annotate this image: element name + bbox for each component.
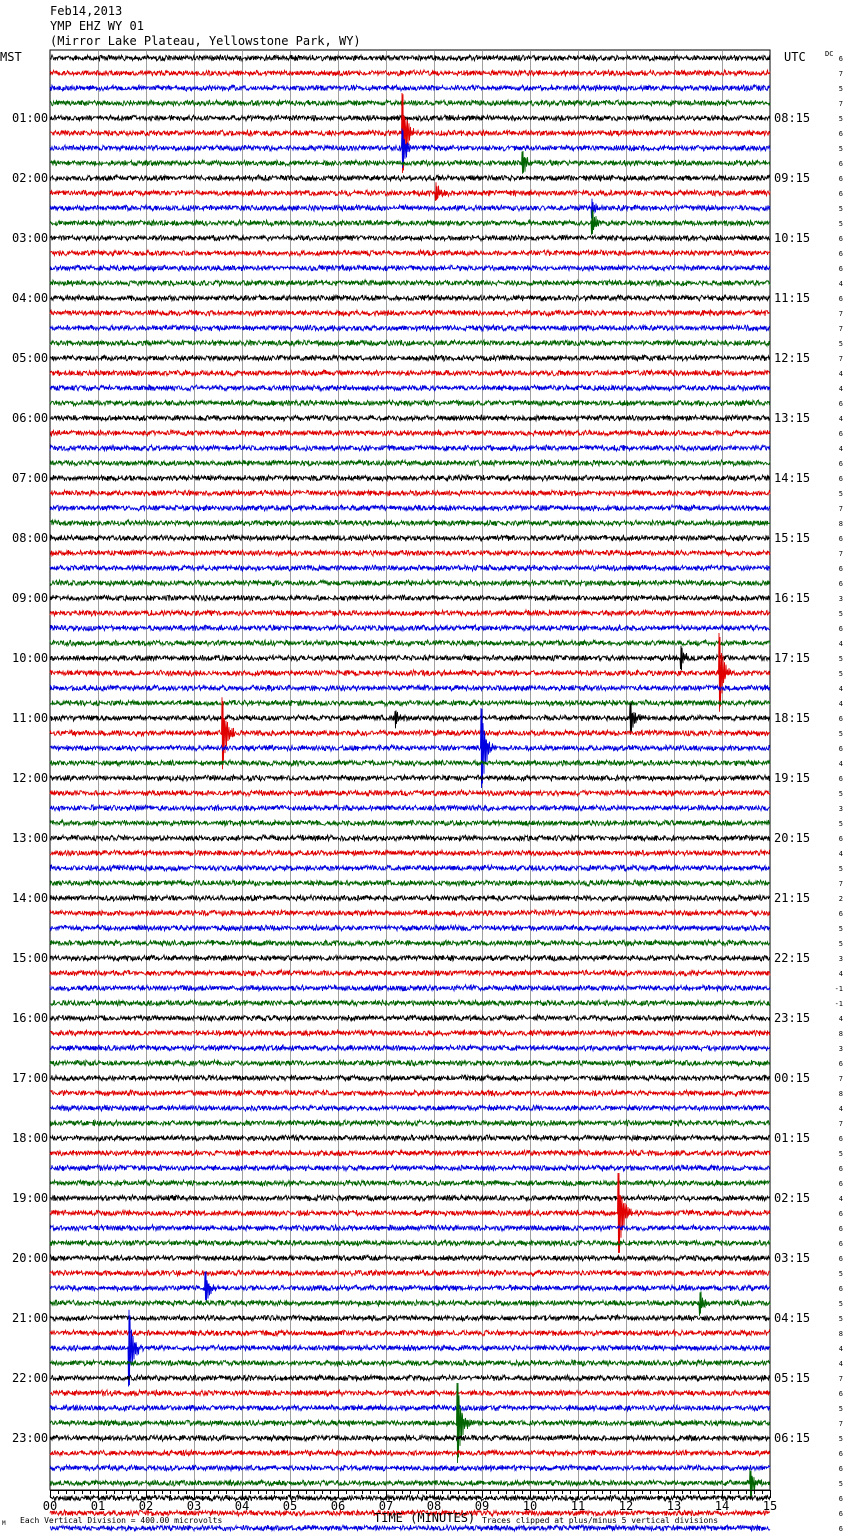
x-tick-label: 10 [522, 1499, 538, 1513]
dc-offset-value: 6 [838, 1390, 843, 1398]
mst-hour-labels [12, 111, 48, 1445]
time-axis [43, 1490, 777, 1513]
dc-offset-value: 6 [838, 400, 843, 408]
dc-offset-value: 8 [838, 520, 843, 528]
dc-offset-value: 4 [838, 385, 843, 393]
dc-offset-value: 6 [838, 910, 843, 918]
x-tick-label: 15 [762, 1499, 778, 1513]
dc-offset-value: 5 [838, 655, 843, 663]
mst-hour-label: 22:00 [12, 1371, 49, 1385]
trace-row [50, 1255, 770, 1261]
trace-row [50, 250, 770, 256]
dc-offset-value: 6 [838, 535, 843, 543]
mst-label: MST [0, 50, 22, 64]
dc-offset-value: 8 [838, 1030, 843, 1038]
dc-offset-value: 6 [838, 430, 843, 438]
trace-row [50, 1375, 770, 1381]
seismic-traces [50, 55, 770, 1534]
dc-offset-value: 6 [838, 235, 843, 243]
utc-hour-label: 08:15 [774, 111, 811, 125]
mst-hour-label: 08:00 [12, 531, 49, 545]
dc-offset-value: 4 [838, 1105, 843, 1113]
dc-offset-value: 6 [838, 175, 843, 183]
dc-offset-column [835, 55, 843, 1534]
mst-hour-label: 10:00 [12, 651, 49, 665]
trace-row [50, 460, 770, 466]
dc-offset-value: 4 [838, 1345, 843, 1353]
x-tick-label: 11 [570, 1499, 586, 1513]
x-tick-label: 03 [186, 1499, 202, 1513]
trace-row [50, 235, 770, 241]
utc-hour-label: 10:15 [774, 231, 811, 245]
mst-hour-label: 06:00 [12, 411, 49, 425]
trace-row [50, 265, 770, 271]
trace-row [50, 175, 770, 181]
mst-hour-label: 12:00 [12, 771, 49, 785]
trace-row [50, 1165, 770, 1171]
trace-row [50, 1291, 770, 1316]
utc-hour-label: 05:15 [774, 1371, 811, 1385]
dc-offset-value: 6 [838, 1525, 843, 1533]
trace-row [50, 295, 770, 301]
dc-offset-value: 5 [838, 115, 843, 123]
trace-row [50, 355, 770, 361]
trace-row [50, 610, 770, 616]
trace-row [50, 115, 770, 121]
dc-offset-value: 7 [838, 1375, 843, 1383]
mst-hour-label: 23:00 [12, 1431, 49, 1445]
dc-offset-value: 7 [838, 355, 843, 363]
utc-hour-label: 23:15 [774, 1011, 811, 1025]
trace-row [50, 697, 770, 769]
x-tick-label: 02 [138, 1499, 154, 1513]
clip-note: Traces clipped at plus/minus 5 vertical divisions [482, 1516, 719, 1525]
x-tick-label: 00 [42, 1499, 58, 1513]
trace-row [50, 1495, 770, 1501]
trace-row [50, 970, 770, 976]
trace-row [50, 760, 770, 766]
mst-hour-label: 18:00 [12, 1131, 49, 1145]
x-tick-label: 14 [714, 1499, 730, 1513]
mst-hour-label: 09:00 [12, 591, 49, 605]
dc-offset-value: 5 [838, 1405, 843, 1413]
dc-offset-value: 6 [838, 775, 843, 783]
trace-row [50, 475, 770, 481]
trace-row [50, 640, 770, 646]
trace-row [50, 1195, 770, 1201]
utc-hour-label: 21:15 [774, 891, 811, 905]
trace-row [50, 1435, 770, 1441]
trace-row [50, 1000, 770, 1006]
trace-row [50, 370, 770, 376]
dc-offset-value: 5 [838, 1270, 843, 1278]
dc-offset-value: 6 [838, 1510, 843, 1518]
x-tick-label: 08 [426, 1499, 442, 1513]
utc-hour-label: 11:15 [774, 291, 811, 305]
trace-row [50, 340, 770, 346]
trace-row [50, 400, 770, 406]
trace-row [50, 805, 770, 811]
dc-offset-value: 7 [838, 550, 843, 558]
utc-hour-label: 13:15 [774, 411, 811, 425]
dc-offset-value: 6 [838, 565, 843, 573]
dc-offset-value: 6 [838, 1135, 843, 1143]
x-tick-label: 06 [330, 1499, 346, 1513]
trace-row [50, 835, 770, 841]
trace-row [50, 70, 770, 76]
trace-row [50, 1150, 770, 1156]
trace-row [50, 280, 770, 286]
dc-offset-value: 6 [838, 1060, 843, 1068]
dc-offset-value: 6 [838, 1495, 843, 1503]
trace-row [50, 535, 770, 541]
trace-row [50, 1030, 770, 1036]
dc-label: DC [825, 50, 834, 58]
trace-row [50, 505, 770, 511]
trace-row [50, 1450, 770, 1456]
dc-offset-value: 7 [838, 70, 843, 78]
trace-row [50, 490, 770, 496]
mst-hour-label: 19:00 [12, 1191, 49, 1205]
dc-offset-value: 6 [838, 160, 843, 168]
dc-offset-value: -1 [834, 985, 843, 993]
mst-hour-label: 05:00 [12, 351, 49, 365]
dc-offset-value: 7 [838, 880, 843, 888]
trace-row [50, 445, 770, 451]
dc-offset-value: 6 [838, 1285, 843, 1293]
dc-offset-value: 7 [838, 100, 843, 108]
dc-offset-value: 5 [838, 820, 843, 828]
trace-row [50, 1135, 770, 1141]
trace-row [50, 1180, 770, 1186]
x-tick-label: 13 [666, 1499, 682, 1513]
trace-row [50, 1270, 770, 1276]
trace-row [50, 415, 770, 421]
dc-offset-value: 6 [838, 55, 843, 63]
trace-row [50, 1310, 770, 1387]
x-tick-label: 01 [90, 1499, 106, 1513]
utc-hour-label: 12:15 [774, 351, 811, 365]
dc-offset-value: 6 [838, 250, 843, 258]
mst-hour-label: 04:00 [12, 291, 49, 305]
trace-row [50, 550, 770, 556]
trace-row [50, 820, 770, 826]
trace-row [50, 1240, 770, 1246]
dc-offset-value: 4 [838, 850, 843, 858]
dc-offset-value: 6 [838, 715, 843, 723]
dc-offset-value: 4 [838, 415, 843, 423]
dc-offset-value: 7 [838, 1120, 843, 1128]
trace-row [50, 1075, 770, 1081]
mst-hour-label: 07:00 [12, 471, 49, 485]
utc-hour-label: 14:15 [774, 471, 811, 485]
trace-row [50, 700, 770, 706]
trace-row [50, 580, 770, 586]
dc-offset-value: 8 [838, 1090, 843, 1098]
x-tick-label: 04 [234, 1499, 250, 1513]
utc-hour-label: 06:15 [774, 1431, 811, 1445]
mst-hour-label: 14:00 [12, 891, 49, 905]
trace-row [50, 430, 770, 436]
dc-offset-value: 3 [838, 955, 843, 963]
trace-row [50, 100, 770, 106]
dc-offset-value: 6 [838, 1210, 843, 1218]
dc-offset-value: 5 [838, 730, 843, 738]
dc-offset-value: 5 [838, 1435, 843, 1443]
trace-row [50, 702, 770, 735]
trace-row [50, 565, 770, 571]
mst-hour-label: 17:00 [12, 1071, 49, 1085]
dc-offset-value: 7 [838, 505, 843, 513]
trace-row [50, 1045, 770, 1051]
dc-offset-value: 5 [838, 490, 843, 498]
trace-row [50, 940, 770, 946]
trace-row [50, 775, 770, 781]
x-tick-label: 05 [282, 1499, 298, 1513]
dc-offset-value: 5 [838, 790, 843, 798]
dc-offset-value: 5 [838, 1315, 843, 1323]
trace-row [50, 1525, 770, 1531]
scale-note: Each Vertical Division = 400.00 microvolts [20, 1516, 223, 1525]
dc-offset-value: 7 [838, 310, 843, 318]
dc-offset-value: 6 [838, 1240, 843, 1248]
dc-offset-value: 2 [838, 895, 843, 903]
utc-hour-label: 02:15 [774, 1191, 811, 1205]
dc-offset-value: 5 [838, 85, 843, 93]
trace-row [50, 646, 770, 671]
dc-offset-value: 7 [838, 325, 843, 333]
location-label: (Mirror Lake Plateau, Yellowstone Park, WY) [50, 34, 361, 48]
utc-hour-label: 04:15 [774, 1311, 811, 1325]
trace-row [50, 199, 770, 219]
mst-hour-label: 15:00 [12, 951, 49, 965]
trace-row [50, 55, 770, 61]
corner-mark: M [2, 1520, 6, 1527]
trace-row [50, 925, 770, 931]
dc-offset-value: 5 [838, 145, 843, 153]
dc-offset-value: 6 [838, 835, 843, 843]
dc-offset-value: 6 [838, 580, 843, 588]
dc-offset-value: 4 [838, 280, 843, 288]
trace-row [50, 1060, 770, 1066]
dc-offset-value: 5 [838, 220, 843, 228]
trace-row [50, 955, 770, 961]
mst-hour-label: 16:00 [12, 1011, 49, 1025]
trace-row [50, 595, 770, 601]
trace-row [50, 708, 770, 788]
dc-offset-value: 4 [838, 760, 843, 768]
mst-hour-label: 11:00 [12, 711, 49, 725]
trace-row [50, 1330, 770, 1336]
dc-offset-value: 5 [838, 1480, 843, 1488]
utc-hour-label: 16:15 [774, 591, 811, 605]
x-tick-label: 07 [378, 1499, 394, 1513]
trace-row [50, 1405, 770, 1411]
trace-row [50, 895, 770, 901]
dc-offset-value: 8 [838, 1330, 843, 1338]
dc-offset-value: 7 [838, 1420, 843, 1428]
dc-offset-value: -1 [834, 1000, 843, 1008]
trace-row [50, 1390, 770, 1396]
utc-hour-label: 01:15 [774, 1131, 811, 1145]
trace-row [50, 1120, 770, 1126]
utc-hour-label: 18:15 [774, 711, 811, 725]
trace-row [50, 310, 770, 316]
trace-row [50, 151, 770, 174]
trace-row [50, 865, 770, 871]
trace-row [50, 790, 770, 796]
dc-offset-value: 7 [838, 1075, 843, 1083]
dc-offset-value: 6 [838, 460, 843, 468]
trace-row [50, 182, 770, 201]
utc-label: UTC [784, 50, 806, 64]
dc-offset-value: 5 [838, 205, 843, 213]
dc-offset-value: 3 [838, 805, 843, 813]
trace-row [50, 625, 770, 631]
dc-offset-value: 5 [838, 670, 843, 678]
dc-offset-value: 6 [838, 1180, 843, 1188]
trace-row [50, 1105, 770, 1111]
utc-hour-label: 00:15 [774, 1071, 811, 1085]
dc-offset-value: 6 [838, 1465, 843, 1473]
mst-hour-label: 20:00 [12, 1251, 49, 1265]
trace-row [50, 685, 770, 691]
dc-offset-value: 4 [838, 685, 843, 693]
dc-offset-value: 6 [838, 190, 843, 198]
trace-row [50, 520, 770, 526]
trace-row [50, 880, 770, 886]
trace-row [50, 1015, 770, 1021]
station-label: YMP EHZ WY 01 [50, 19, 144, 33]
dc-offset-value: 5 [838, 925, 843, 933]
dc-offset-value: 6 [838, 130, 843, 138]
trace-row [50, 325, 770, 331]
mst-hour-label: 13:00 [12, 831, 49, 845]
dc-offset-value: 6 [838, 1225, 843, 1233]
dc-offset-value: 4 [838, 1195, 843, 1203]
utc-hour-label: 15:15 [774, 531, 811, 545]
trace-row [50, 210, 770, 235]
trace-row [50, 1225, 770, 1231]
dc-offset-value: 6 [838, 1255, 843, 1263]
dc-offset-value: 6 [838, 475, 843, 483]
trace-row [50, 910, 770, 916]
dc-offset-value: 5 [838, 1300, 843, 1308]
dc-offset-value: 4 [838, 1360, 843, 1368]
dc-offset-value: 5 [838, 610, 843, 618]
dc-offset-value: 4 [838, 1015, 843, 1023]
dc-offset-value: 4 [838, 970, 843, 978]
dc-offset-value: 6 [838, 745, 843, 753]
mst-hour-label: 01:00 [12, 111, 49, 125]
trace-row [50, 1360, 770, 1366]
utc-hour-label: 20:15 [774, 831, 811, 845]
mst-hour-label: 21:00 [12, 1311, 49, 1325]
dc-offset-value: 6 [838, 625, 843, 633]
dc-offset-value: 5 [838, 865, 843, 873]
x-tick-label: 09 [474, 1499, 490, 1513]
trace-row [50, 85, 770, 91]
x-axis-title: TIME (MINUTES) [374, 1511, 476, 1525]
trace-row [50, 985, 770, 991]
utc-hour-label: 19:15 [774, 771, 811, 785]
mst-hour-label: 02:00 [12, 171, 49, 185]
trace-row [50, 385, 770, 391]
dc-offset-value: 4 [838, 640, 843, 648]
dc-offset-value: 3 [838, 1045, 843, 1053]
date-label: Feb14,2013 [50, 4, 123, 18]
utc-hour-labels [774, 111, 810, 1445]
dc-offset-value: 6 [838, 265, 843, 273]
trace-row [50, 1090, 770, 1096]
dc-offset-value: 3 [838, 595, 843, 603]
dc-offset-value: 4 [838, 370, 843, 378]
utc-hour-label: 09:15 [774, 171, 811, 185]
utc-hour-label: 22:15 [774, 951, 811, 965]
dc-offset-value: 5 [838, 940, 843, 948]
dc-offset-value: 6 [838, 1450, 843, 1458]
x-tick-label: 12 [618, 1499, 634, 1513]
trace-row [50, 1465, 770, 1471]
dc-offset-value: 5 [838, 1150, 843, 1158]
dc-offset-value: 6 [838, 295, 843, 303]
utc-hour-label: 03:15 [774, 1251, 811, 1265]
mst-hour-label: 03:00 [12, 231, 49, 245]
trace-row [50, 850, 770, 856]
trace-row [50, 1315, 770, 1321]
utc-hour-label: 17:15 [774, 651, 811, 665]
dc-offset-value: 4 [838, 700, 843, 708]
dc-offset-value: 6 [838, 1165, 843, 1173]
dc-offset-value: 4 [838, 445, 843, 453]
dc-offset-value: 5 [838, 340, 843, 348]
